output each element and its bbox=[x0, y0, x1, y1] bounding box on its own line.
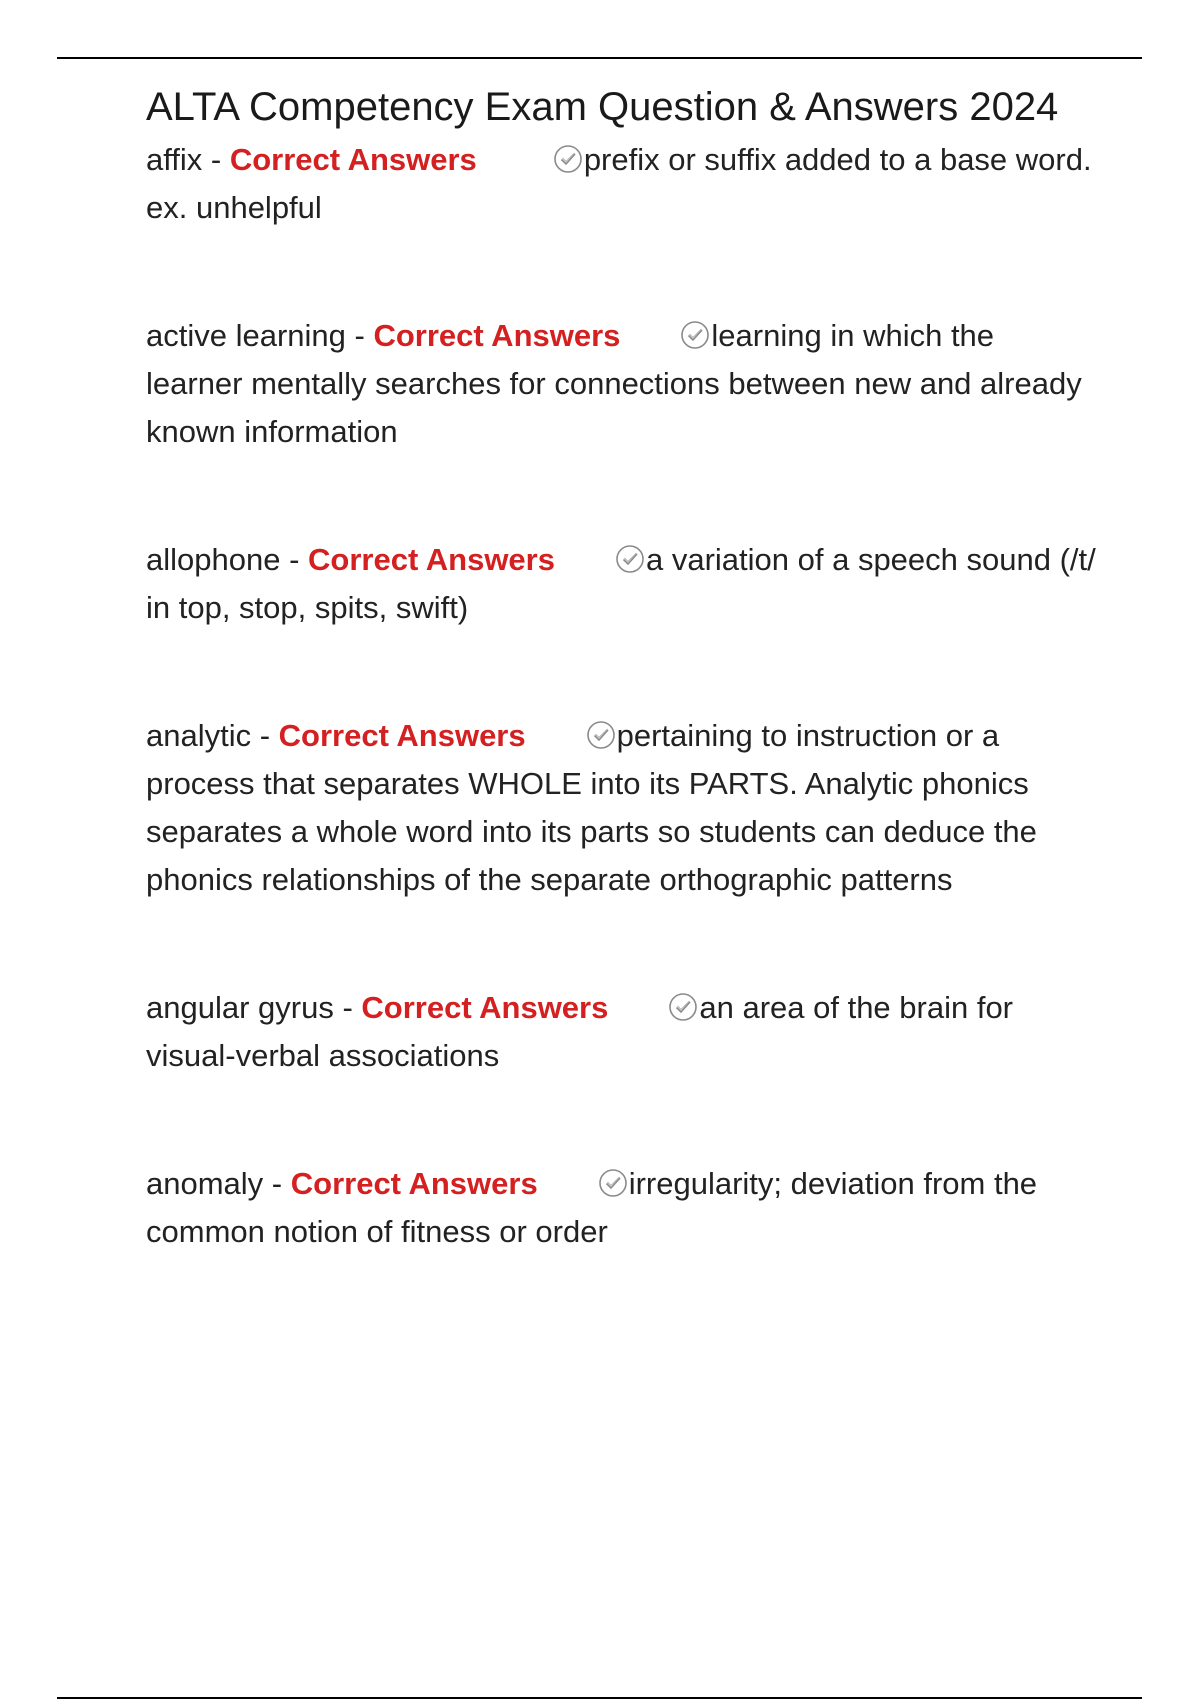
entry-separator: - bbox=[251, 718, 279, 753]
entry-definition: learning in which the learner mentally searches for connections between new and already known information bbox=[146, 318, 1082, 449]
entry-list bbox=[146, 136, 1096, 1256]
document-title: ALTA Competency Exam Question & Answers 2024 bbox=[146, 85, 1059, 129]
correct-answers-label: Correct Answers bbox=[308, 542, 555, 577]
correct-answers-label: Correct Answers bbox=[361, 990, 609, 1025]
check-circle-icon bbox=[598, 1168, 628, 1198]
entry-separator: - bbox=[263, 1166, 291, 1201]
entry-separator: - bbox=[345, 318, 374, 353]
entry-analytic bbox=[146, 712, 1096, 904]
entry-definition: irregularity; deviation from the common notion of fitness or order bbox=[146, 1166, 1038, 1249]
entry-term: angular gyrus bbox=[146, 990, 334, 1025]
entry-angular-gyrus bbox=[146, 984, 1096, 1080]
correct-answers-label: Correct Answers bbox=[373, 318, 621, 353]
check-circle-icon bbox=[615, 544, 645, 574]
entry-term: analytic bbox=[146, 718, 252, 753]
entry-separator: - bbox=[280, 542, 309, 577]
top-rule bbox=[57, 57, 1142, 59]
entry-affix bbox=[146, 136, 1096, 232]
entry-definition: prefix or suffix added to a base word. ex. unhelpful bbox=[146, 142, 1092, 225]
entry-allophone bbox=[146, 536, 1096, 632]
check-circle-icon bbox=[586, 720, 616, 750]
entry-separator: - bbox=[333, 990, 362, 1025]
entry-term: affix bbox=[146, 142, 203, 177]
correct-answers-label: Correct Answers bbox=[290, 1166, 538, 1201]
entry-term: active learning bbox=[146, 318, 346, 353]
entry-term: allophone bbox=[146, 542, 281, 577]
entry-definition: an area of the brain for visual-verbal associations bbox=[146, 990, 1014, 1073]
check-circle-icon bbox=[553, 144, 583, 174]
entry-term: anomaly bbox=[146, 1166, 264, 1201]
entry-anomaly bbox=[146, 1160, 1096, 1256]
entry-definition: a variation of a speech sound (/t/ in top, stop, spits, swift) bbox=[146, 542, 1096, 625]
entry-active-learning bbox=[146, 312, 1096, 456]
entry-definition: pertaining to instruction or a process that separates WHOLE into its PARTS. Analytic phonics separates a whole word into its parts so students can deduce the phonics relationships of the separate orthographic patterns bbox=[146, 718, 1037, 897]
check-circle-icon bbox=[680, 320, 710, 350]
correct-answers-label: Correct Answers bbox=[229, 142, 477, 177]
check-circle-icon bbox=[668, 992, 698, 1022]
page-content bbox=[146, 78, 1096, 1256]
entry-separator: - bbox=[202, 142, 230, 177]
correct-answers-label: Correct Answers bbox=[278, 718, 526, 753]
bottom-rule bbox=[57, 1697, 1142, 1699]
